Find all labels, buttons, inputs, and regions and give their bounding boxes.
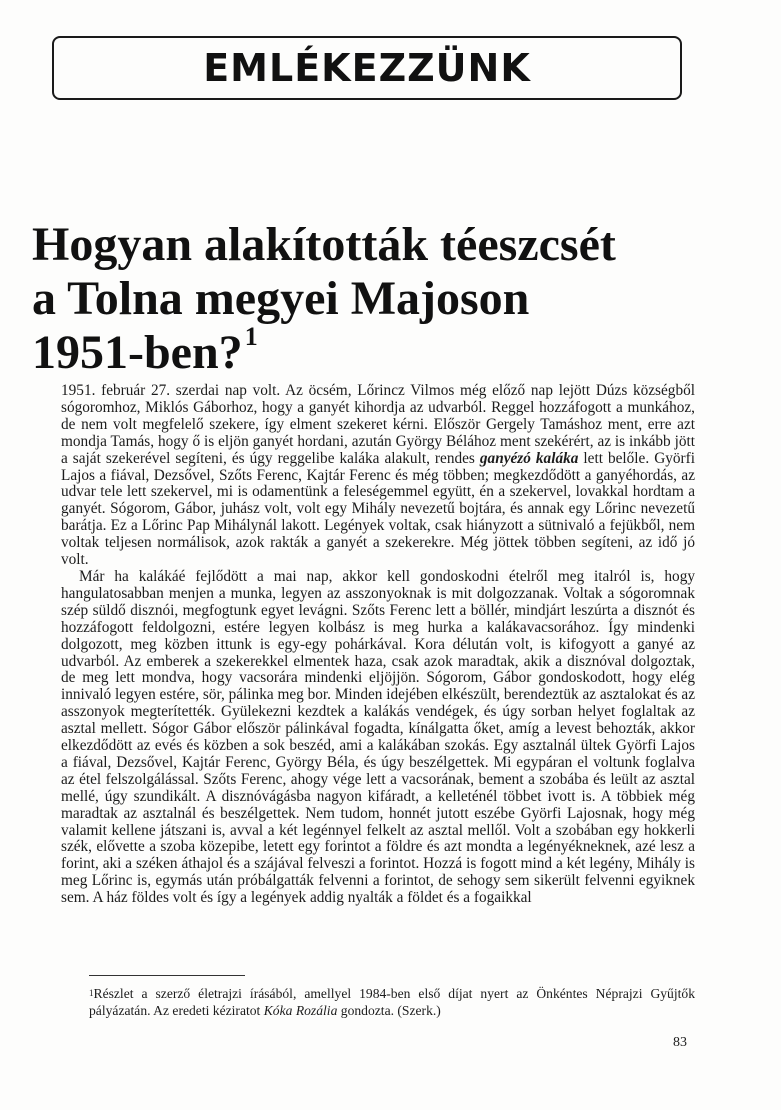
footnote-marker: 1 [89,988,94,998]
paragraph-2: Már ha kalákáé fejlődött a mai nap, akkor kell gondoskodni ételről meg italról is, hogy hangulatosabban menjen a munka, legyen az asszonyoknak is mit dolgozzanak. Voltak a sógoromnak szép süldő disznói, megfogtunk egyet levágni. Szőts Ferenc lett a böllér, mindjárt leszúrta a disznót és hozzáfogott feldolgozni, estére legyen kolbász is meg hurka a kalákavacsorához. Így mindenki dolgozott, meg közben ittunk is egy-egy pohárkával. Kora délután volt, is kifogyott a ganyé az udvarból. Az emberek a szekerekkel elmentek haza, csak azok maradtak, akik a disznóval dolgoztak, de meg lett mondva, hogy vacsorára mindenki eljöjjön. Sógorom, Gábor gondoskodott, hogy elég innivaló legyen estére, sör, pálinka meg bor. Minden idejében elkészült, berendeztük az asztalokat és az asszonyok megterítették. Gyülekezni kezdtek a kalákás vendégek, és úgy sorban helyet foglaltak az asztal mellett. Sógor Gábor először pálinkával fogadta, kínálgatta őket, amíg a levest behozták, akkor elkezdődött az evés és közben a sok beszéd, ami a kalákában szokás. Egy asztalnál ültek Györfi Lajos a fiával, Dezsővel, Kajtár Ferenc, György Béla, és úgy beszélgettek. Mi egypáran el voltunk foglalva az étel felszolgálással. Szőts Ferenc, ahogy vége lett a vacsorának, bement a szobába és leült az asztal mellé, úgy szundikált. A disznóvágásba nagyon kifáradt, a kelleténél többet ivott is. A többiek még maradtak az asztalnál és beszélgettek. Nem tudom, honnét jutott eszébe Györfi Lajosnak, hogy még valamit kellene játszani is, avval a két legénnyel felkelt az asztal mellől. Volt a szobában egy hokkerli szék, elővette a szoba közepibe, letett egy forintot a földre és azt mondta a legényékneknek, azé lesz a forint, aki a széken áthajol és a szájával felveszi a forintot. Hozzá is fogott mind a két legény, Mihály is meg Lőrinc is, egymás után próbálgatták felvenni a forintot, de sehogy sem sikerült felvenni egyiknek sem. A ház földes volt és így a legények addig nyalták a földet és a fogaikkal [61,567,695,907]
section-header-box [52,36,682,100]
article-title-line-2: a Tolna megyei Majoson [32,272,530,326]
article-title [32,218,732,381]
footnote [89,986,695,1019]
footnote-divider [89,975,245,976]
paragraph-1-emphasis: ganyézó kaláka [479,449,579,467]
article-title-year: 1951-ben? [32,326,243,380]
title-footnote-marker[interactable]: 1 [244,322,258,352]
article-title-line-1: Hogyan alakították téeszcsét [32,218,616,271]
section-title: EMLÉKEZZÜNK [203,46,531,90]
article-title-line-3 [32,322,732,380]
paragraph-1 [61,383,695,569]
footnote-text-b: gondozta. (Szerk.) [337,1002,441,1018]
paragraph-1-part-b: lett belőle. Györfi Lajos a fiával, Dezsővel, Szőts Ferenc, Kajtár Ferenc és még többen; megkezdődött a ganyéhordás, az udvar tele lett szekervel, mi is odamentünk a feleségemmel együtt, én a szekervel, lovakkal hordtam a ganyét. Sógorom, Gábor, juhász volt, volt egy Mihály nevezetű bojtára, és annak egy Lőrinc nevezetű barátja. Ez a Lőrinc Pap Mihálynál lakott. Legények voltak, csak hiányzott a sütnivaló a fejükből, nem voltak teljesen normálisok, azok rakták a ganyét a szekerekre. Még jöttek többen segíteni, az idő jó volt. [61,449,695,569]
footnote-editor-name: Kóka Rozália [263,1002,338,1018]
paragraph-1-part-a: 1951. február 27. szerdai nap volt. Az öcsém, Lőrincz Vilmos még előző nap lejött Dúzs községből sógoromhoz, Miklós Gáborhoz, hogy a ganyét kihordja az udvarból. Reggel hozzáfogott a munkához, de nem volt megfelelő szekere, így elment szekeret kérni. Először Gergely Tamáshoz ment, erre azt mondja Tamás, hogy ő is eljön ganyét hordani, azután György Bélához ment szekérért, az is inkább jött a saját szekerével segíteni, és úgy reggelibe kaláka alakult, rendes [61,382,695,467]
article-body [61,383,695,907]
page-number: 83 [673,1035,687,1050]
footnote-text-a: Részlet a szerző életrajzi írásából, amellyel 1984-ben első díjat nyert az Önkéntes Néprajzi Gyűjtők pályázatán. Az eredeti kéziratot [89,986,695,1018]
